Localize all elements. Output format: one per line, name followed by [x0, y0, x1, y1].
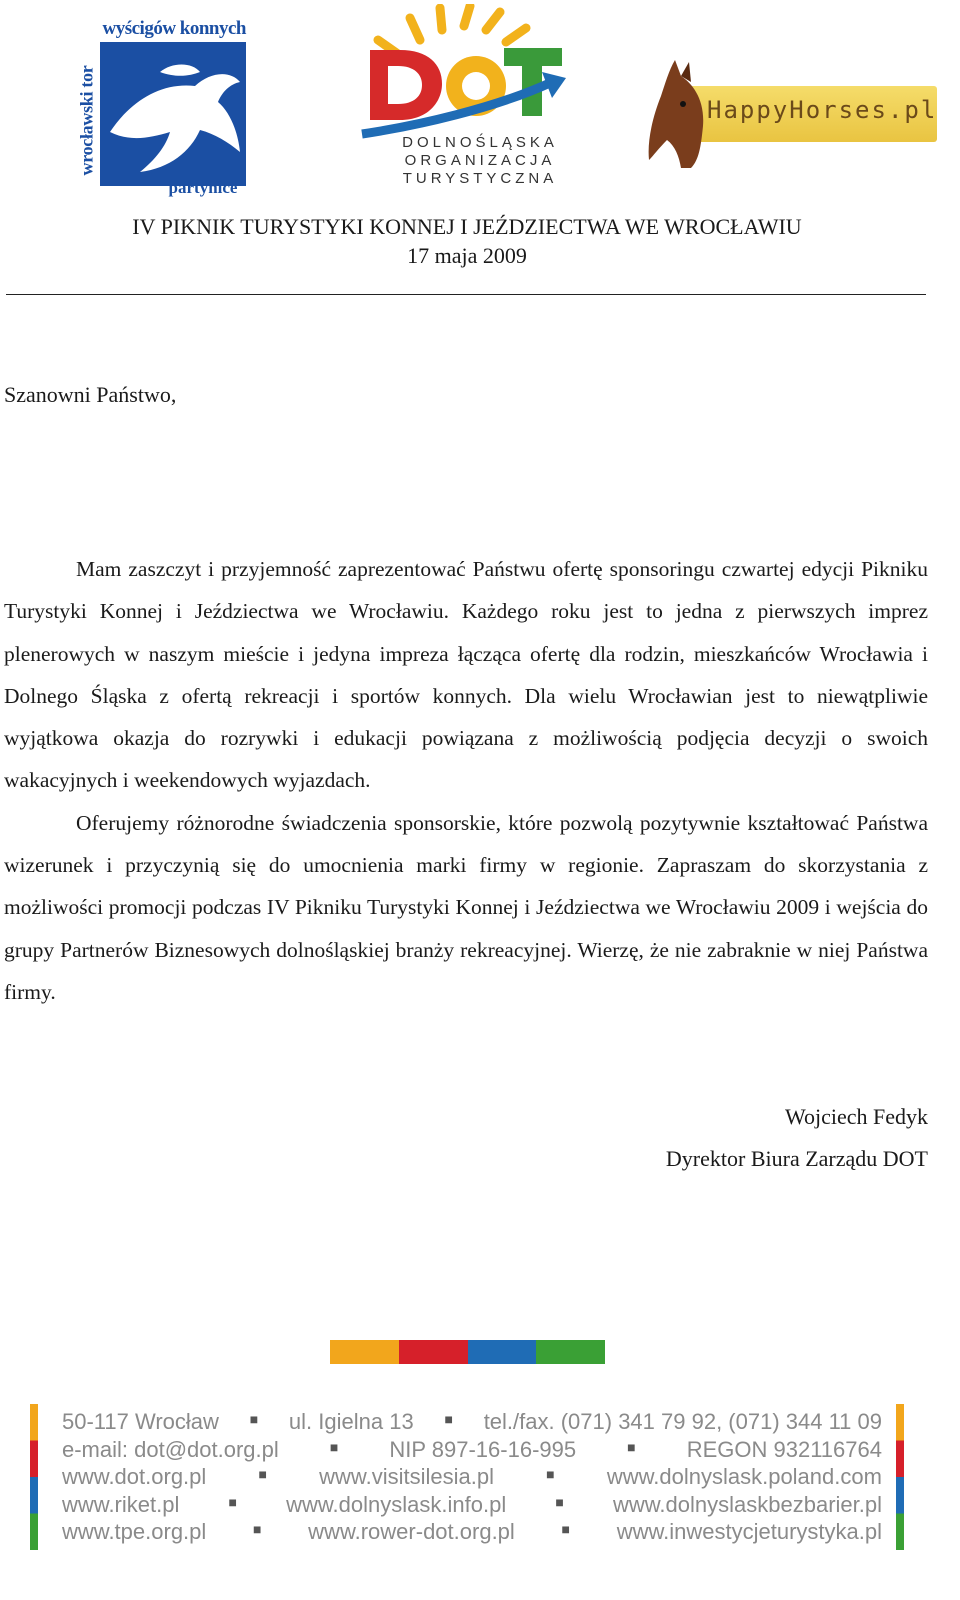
signature-name: Wojciech Fedyk — [784, 1104, 928, 1129]
logo-wtk-bottom-text: partynice — [168, 178, 238, 197]
footer-nip: NIP 897-16-16-995 — [389, 1436, 577, 1462]
square-bullet-icon: ■ — [555, 1493, 564, 1510]
stripe-green — [536, 1340, 605, 1364]
footer-link[interactable]: www.dolnyslask.info.pl — [286, 1491, 507, 1517]
color-stripe — [330, 1340, 605, 1364]
footer-street: ul. Igielna 13 — [288, 1409, 414, 1434]
dot-line-2: ORGANIZACJA — [404, 152, 556, 169]
footer-link[interactable]: www.visitsilesia.pl — [319, 1464, 494, 1489]
square-bullet-icon: ■ — [249, 1411, 259, 1427]
square-bullet-icon: ■ — [627, 1438, 636, 1455]
happyhorses-logo — [645, 56, 940, 174]
stripe-red — [399, 1340, 468, 1364]
event-title: IV PIKNIK TURYSTYKI KONNEJ I JEŹDZIECTWA WE WROCŁAWIU — [132, 214, 802, 239]
square-bullet-icon: ■ — [228, 1493, 237, 1510]
square-bullet-icon: ■ — [329, 1438, 339, 1455]
footer-regon: REGON 932116764 — [686, 1436, 882, 1462]
stripe-orange — [330, 1340, 399, 1364]
paragraph-2: Oferujemy różnorodne świadczenia sponsorskie, które pozwolą pozytywnie kształtować Państwa wizerunek i przyczynią się do umocnienia marki firmy w regionie. Zapraszam do skorzystania z możliwości promocji podczas IV Pikniku Turystyki Konnej i Jeździectwa we Wrocławiu 2009 i wejścia do grupy Partnerów Biznesowych dolnośląskiej branży rekreacyjnej. Wierzę, że nie zabraknie w niej Państwa firmy. — [4, 810, 928, 1004]
footer-contact — [30, 1404, 904, 1550]
stripe-blue — [468, 1340, 537, 1364]
footer-line-web-1 — [62, 1463, 882, 1491]
happyhorses-text: HappyHorses.pl — [707, 96, 938, 124]
letter-body — [4, 548, 928, 1013]
footer-bar-left — [30, 1404, 38, 1550]
dot-line-3: TURYSTYCZNA — [402, 170, 558, 187]
footer-line-ids — [62, 1436, 882, 1464]
footer-email[interactable]: e-mail: dot@dot.org.pl — [62, 1436, 279, 1462]
wroclawski-tor-logo — [76, 18, 246, 197]
paragraph-1: Mam zaszczyt i przyjemność zaprezentować Państwu ofertę sponsoringu czwartej edycji Pikniku Turystyki Konnej i Jeździectwa we Wrocławiu. Każdego roku jest to jedna z pierwszych imprez plenerowych w naszym mieście i jedyna impreza łącząca ofertę dla rodzin, mieszkańców Wrocławia i Dolnego Śląska z ofertą rekreacji i sportów konnych. Dla wielu Wrocławian jest to niewątpliwie wyjątkowa okazja do rozrywki i edukacji powiązana z możliwością podjęcia decyzji o swoich wakacyjnych i weekendowych wyjazdach. — [4, 557, 928, 793]
square-bullet-icon: ■ — [444, 1411, 453, 1427]
document-heading — [0, 212, 934, 270]
footer-link[interactable]: www.tpe.org.pl — [62, 1519, 207, 1544]
footer-link[interactable]: www.inwestycjeturystyka.pl — [616, 1519, 882, 1544]
footer-link[interactable]: www.riket.pl — [62, 1491, 180, 1517]
footer-link[interactable]: www.dolnysl​ask.poland.com — [606, 1464, 882, 1489]
footer-link[interactable]: www.dolnyslaskbezbarier.pl — [612, 1491, 882, 1517]
logo-wtk-side-text: wrocławski tor — [76, 65, 97, 176]
footer-link[interactable]: www.rower-dot.org.pl — [308, 1519, 515, 1544]
salutation: Szanowni Państwo, — [4, 382, 177, 407]
signature-block — [666, 1096, 928, 1180]
square-bullet-icon: ■ — [561, 1521, 570, 1537]
square-bullet-icon: ■ — [253, 1521, 262, 1537]
footer-bar-right — [896, 1404, 904, 1550]
heading-divider — [6, 294, 926, 295]
footer-line-address — [62, 1408, 882, 1436]
footer-line-web-2 — [62, 1491, 882, 1519]
horse-rider-icon — [100, 42, 246, 186]
footer-phone: tel./fax. (071) 341 79 92, (071) 344 11 09 — [483, 1409, 882, 1434]
footer-link[interactable]: www.dot.org.pl — [62, 1464, 207, 1489]
event-date: 17 maja 2009 — [407, 243, 527, 268]
logo-wtk-top-text: wyścigów konnych — [102, 18, 246, 39]
dot-line-1: DOLNOŚLĄSKA — [402, 134, 558, 151]
square-bullet-icon: ■ — [546, 1466, 555, 1482]
footer-city: 50-117 Wrocław — [62, 1409, 219, 1434]
dot-logo — [356, 4, 576, 192]
footer-line-web-3 — [62, 1518, 882, 1546]
signature-title: Dyrektor Biura Zarządu DOT — [665, 1146, 928, 1171]
horse-head-icon — [645, 56, 715, 174]
square-bullet-icon: ■ — [258, 1466, 267, 1482]
sun-icon — [356, 4, 576, 140]
footer-lines — [62, 1408, 882, 1546]
